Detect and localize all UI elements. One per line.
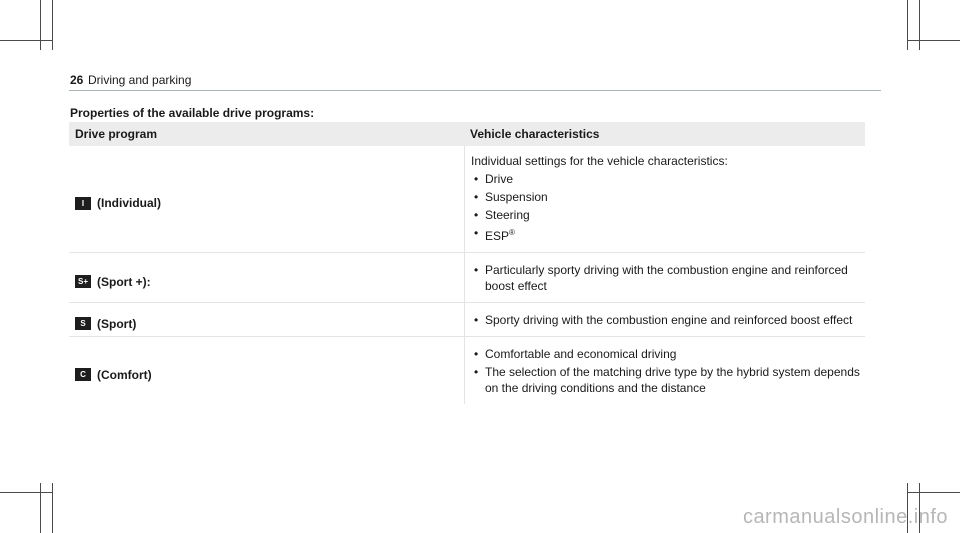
comfort-icon: C xyxy=(75,368,91,381)
intro-heading: Properties of the available drive programs: xyxy=(70,106,315,120)
crop-mark xyxy=(40,483,41,533)
list-item: • Suspension xyxy=(471,189,865,205)
drive-program-table xyxy=(69,122,865,404)
program-label: (Comfort) xyxy=(97,367,152,382)
crop-mark xyxy=(907,0,908,50)
watermark: carmanualsonline.info xyxy=(742,506,948,528)
crop-mark xyxy=(40,0,41,50)
list-item: • Comfortable and economical driving xyxy=(471,346,865,362)
sport-icon: S xyxy=(75,317,91,330)
section-title: Driving and parking xyxy=(88,73,192,87)
list-item xyxy=(471,225,865,244)
table-row xyxy=(69,253,865,303)
characteristics-cell xyxy=(464,303,865,336)
characteristics-cell xyxy=(464,146,865,252)
program-cell xyxy=(69,337,464,404)
column-header-characteristics: Vehicle characteristics xyxy=(470,127,600,141)
program-label: (Individual) xyxy=(97,196,161,210)
program-cell xyxy=(69,303,464,336)
characteristics-cell xyxy=(464,337,865,404)
crop-mark xyxy=(907,492,960,493)
crop-mark xyxy=(919,0,920,50)
list-item: • Drive xyxy=(471,171,865,187)
table-row xyxy=(69,303,865,337)
registered-mark: ® xyxy=(509,228,515,237)
column-header-program: Drive program xyxy=(75,127,158,141)
characteristics-cell xyxy=(464,253,865,302)
list-item: • Sporty driving with the combustion engine and reinforced boost effect xyxy=(471,312,865,328)
crop-mark xyxy=(907,40,960,41)
list-item: • Particularly sporty driving with the combustion engine and reinforced boost effect xyxy=(471,262,865,294)
table-row xyxy=(69,337,865,404)
crop-mark xyxy=(0,492,53,493)
page-number: 26 xyxy=(70,73,84,87)
esp-label: ESP xyxy=(485,229,510,243)
table-header xyxy=(69,122,865,146)
program-cell xyxy=(69,253,464,302)
table-row xyxy=(69,146,865,253)
crop-mark xyxy=(52,0,53,50)
list-item: • The selection of the matching drive type by the hybrid system depends on the driving conditions and the distance xyxy=(471,364,865,396)
program-label: (Sport) xyxy=(97,316,137,331)
list-item: • Steering xyxy=(471,207,865,223)
crop-mark xyxy=(52,483,53,533)
characteristics-lead: Individual settings for the vehicle characteristics: xyxy=(471,154,728,168)
individual-icon: I xyxy=(75,197,91,210)
program-label: (Sport +): xyxy=(97,274,151,289)
sport-plus-icon: S+ xyxy=(75,275,91,288)
crop-mark xyxy=(0,40,53,41)
header-rule xyxy=(69,90,881,91)
program-cell xyxy=(69,146,464,252)
